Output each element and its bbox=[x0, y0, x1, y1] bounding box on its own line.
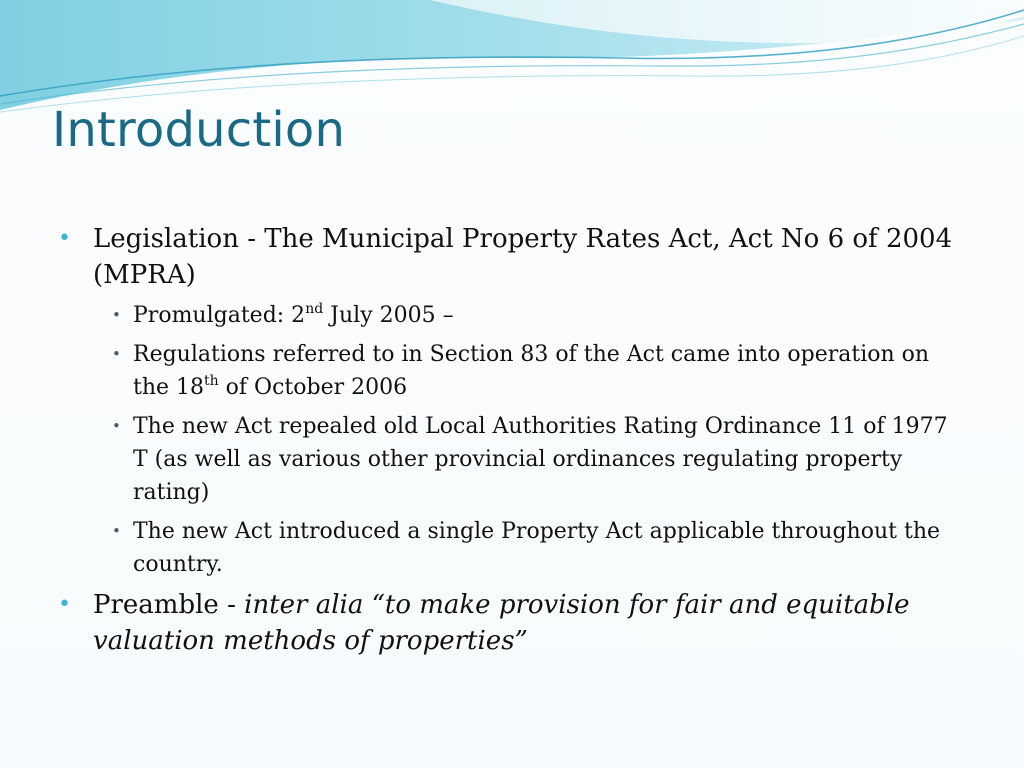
sub-item-text: The new Act repealed old Local Authorities Rating Ordinance 11 of 1977 T (as well as various other provincial ordinances regulating property rating) bbox=[133, 414, 948, 505]
slide-title: Introduction bbox=[52, 102, 346, 158]
list-item-legislation bbox=[58, 221, 988, 293]
bullet-icon: • bbox=[58, 592, 71, 617]
sub-item-text: The new Act introduced a single Property Act applicable throughout the country. bbox=[133, 519, 941, 577]
sub-item-single-act bbox=[99, 515, 953, 581]
bullet-list bbox=[58, 221, 988, 665]
list-item-text: Legislation - The Municipal Property Rates Act, Act No 6 of 2004 (MPRA) bbox=[93, 224, 953, 290]
sub-item-promulgated bbox=[99, 299, 953, 332]
bullet-icon: • bbox=[112, 417, 121, 435]
bullet-icon: • bbox=[112, 345, 121, 363]
bullet-icon: • bbox=[112, 522, 121, 540]
list-item-text: Preamble - inter alia “to make provision for fair and equitable valuation methods of properties” bbox=[93, 590, 910, 656]
sub-item-regulations bbox=[99, 338, 953, 404]
preamble-quote: inter alia “to make provision for fair and equitable valuation methods of properties” bbox=[93, 590, 910, 656]
bullet-icon: • bbox=[112, 306, 121, 324]
sub-item-repealed bbox=[99, 410, 953, 509]
sub-item-text: Promulgated: 2nd July 2005 – bbox=[133, 301, 454, 328]
bullet-icon: • bbox=[58, 226, 71, 251]
sub-item-text: Regulations referred to in Section 83 of the Act came into operation on the 18th of October 2006 bbox=[133, 342, 930, 400]
list-item-preamble bbox=[58, 587, 988, 659]
